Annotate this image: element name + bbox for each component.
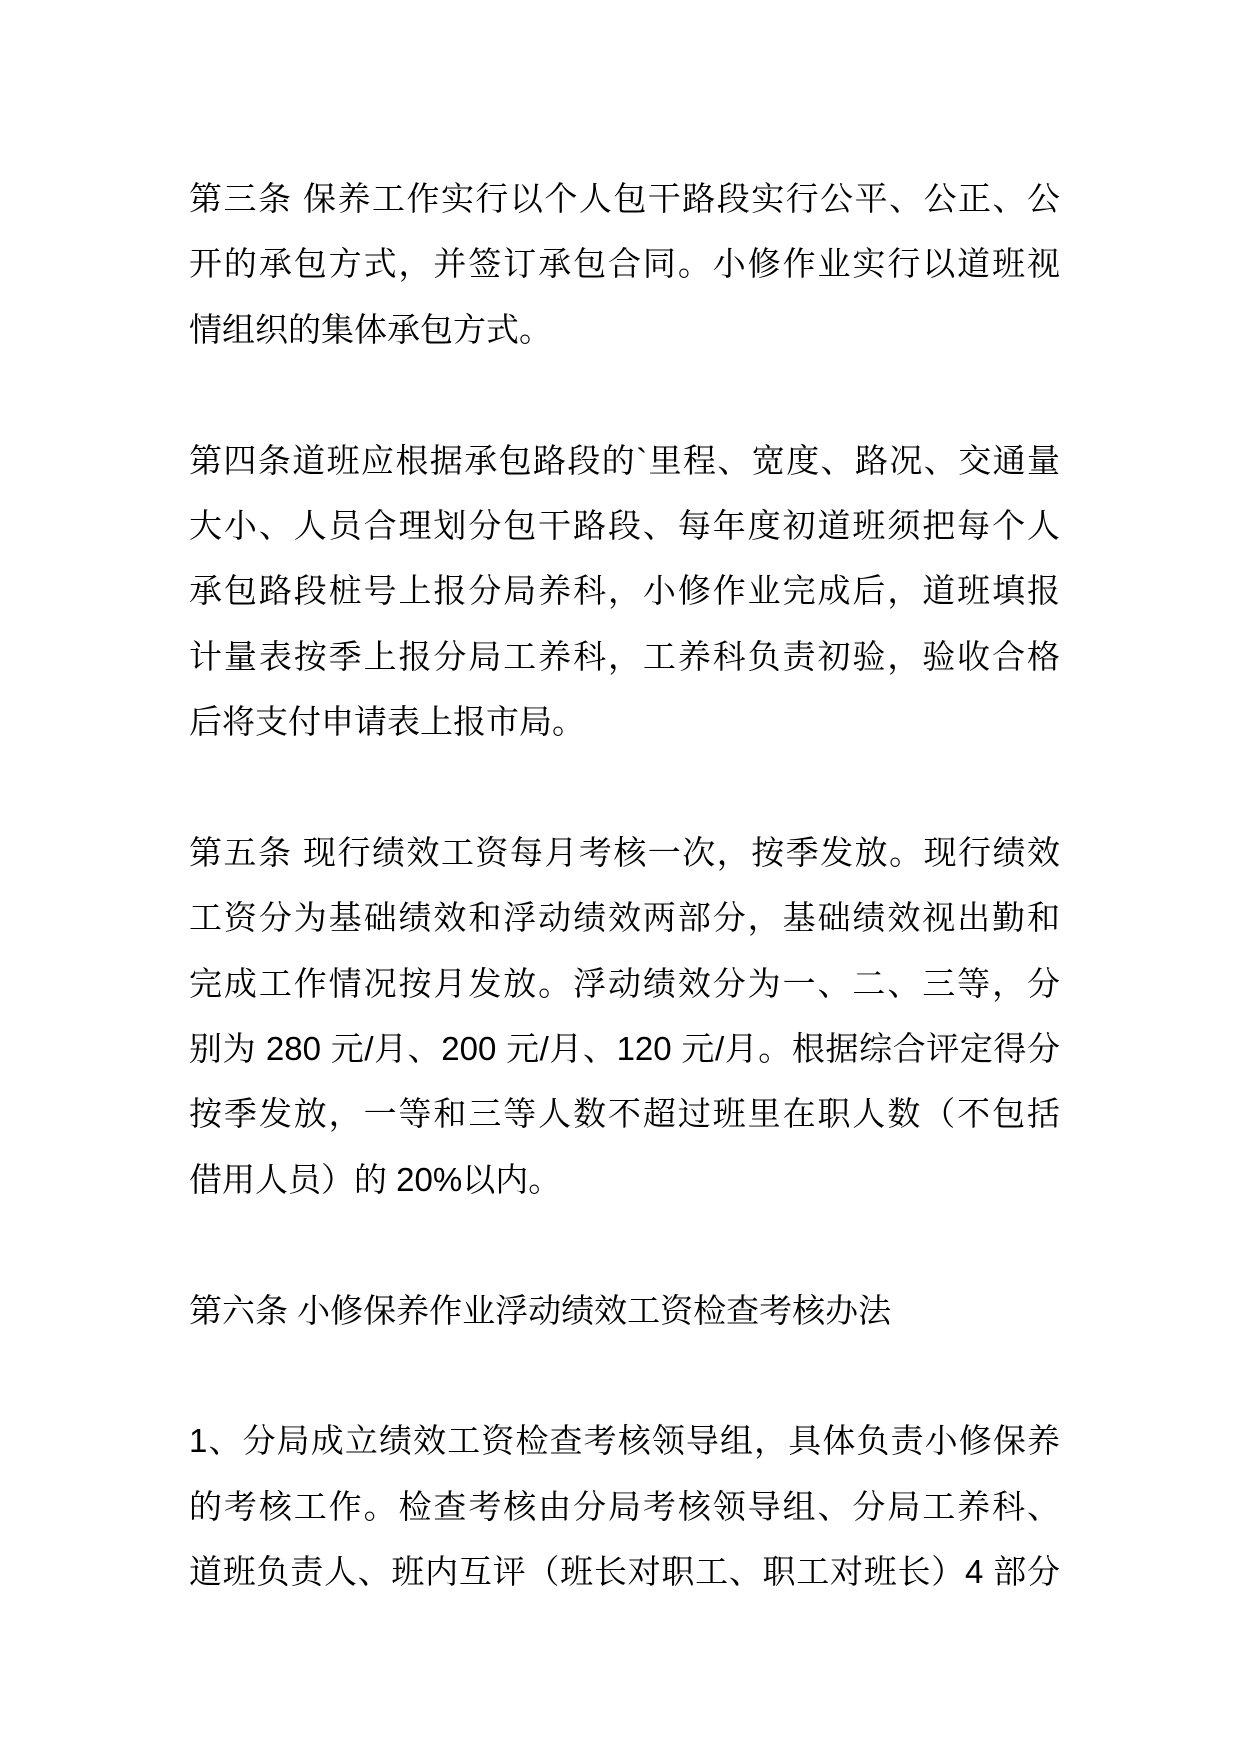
- text-line: 按季发放，一等和三等人数不超过班里在职人数（不包括: [189, 1095, 1060, 1133]
- text-line: 道班负责人、班内互评（班长对职工、职工对班长）4 部分: [189, 1553, 1060, 1591]
- article-6-heading: [189, 1278, 1060, 1343]
- text-line: 别为 280 元/月、200 元/月、120 元/月。根据综合评定得分: [189, 1030, 1060, 1068]
- document-page: [189, 166, 1060, 1670]
- text-line: 后将支付申请表上报市局。: [189, 703, 585, 741]
- text-line: 情组织的集体承包方式。: [189, 310, 552, 348]
- text-line: 第六条 小修保养作业浮动绩效工资检查考核办法: [189, 1291, 892, 1329]
- text-line: 完成工作情况按月发放。浮动绩效分为一、二、三等，分: [189, 964, 1060, 1002]
- text-line: 1、分局成立绩效工资检查考核领导组，具体负责小修保养: [189, 1422, 1060, 1460]
- text-line: 计量表按季上报分局工养科，工养科负责初验，验收合格: [189, 637, 1060, 675]
- text-line: 承包路段桩号上报分局养科，小修作业完成后，道班填报: [189, 572, 1060, 610]
- text-line: 大小、人员合理划分包干路段、每年度初道班须把每个人: [189, 506, 1060, 544]
- clause-1-paragraph: [189, 1408, 1060, 1604]
- article-3-paragraph: [189, 166, 1060, 362]
- article-5-paragraph: [189, 820, 1060, 1212]
- text-line: 第三条 保养工作实行以个人包干路段实行公平、公正、公: [189, 180, 1060, 217]
- text-line: 第五条 现行绩效工资每月考核一次，按季发放。现行绩效: [189, 833, 1060, 871]
- article-4-paragraph: [189, 428, 1060, 755]
- text-line: 借用人员）的 20%以内。: [189, 1160, 562, 1198]
- text-line: 的考核工作。检查考核由分局考核领导组、分局工养科、: [189, 1487, 1060, 1525]
- text-line: 工资分为基础绩效和浮动绩效两部分，基础绩效视出勤和: [189, 899, 1060, 937]
- text-line: 第四条道班应根据承包路段的`里程、宽度、路况、交通量: [189, 441, 1060, 479]
- text-line: 开的承包方式，并签订承包合同。小修作业实行以道班视: [189, 245, 1060, 283]
